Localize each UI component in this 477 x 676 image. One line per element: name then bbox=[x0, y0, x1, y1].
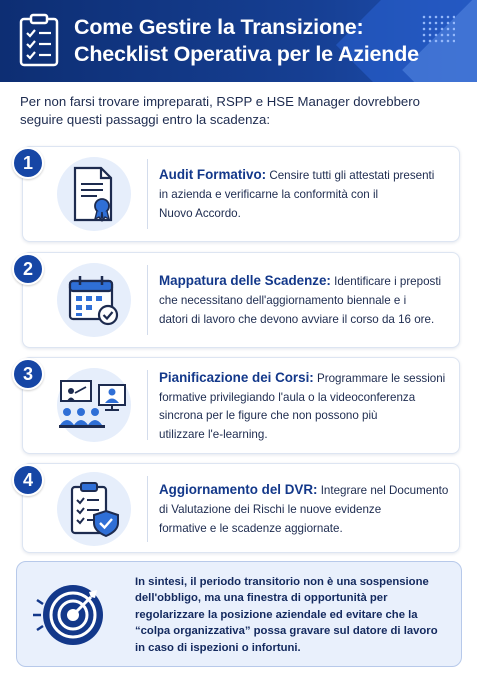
clipboard-checklist-icon bbox=[18, 13, 60, 67]
step-label: Audit Formativo: bbox=[159, 167, 267, 182]
step-line: datori di lavoro che devono avviare il corso da 16 ore. bbox=[159, 313, 435, 326]
icon-circle bbox=[57, 472, 131, 546]
step-line: formative privilegiando l'aula o la videoconferenza bbox=[159, 390, 416, 404]
clipboard-shield-icon bbox=[68, 481, 120, 537]
step-card-corsi bbox=[22, 357, 460, 454]
step-label: Pianificazione dei Corsi: bbox=[159, 370, 314, 385]
icon-circle bbox=[57, 157, 131, 231]
step-line: sincrona per le figure che non possono più bbox=[159, 409, 378, 422]
step-line: formative e le scadenze aggiornate. bbox=[159, 522, 343, 535]
step-line-text: Identificare i preposti bbox=[334, 275, 442, 288]
step-card-audit bbox=[22, 146, 460, 242]
step-label: Mappatura delle Scadenze: bbox=[159, 273, 331, 288]
card-divider bbox=[147, 476, 148, 542]
summary-line: dell'obbligo, ma una finestra di opportunità per bbox=[135, 592, 388, 605]
title-line: Checklist Operativa per le Aziende bbox=[74, 42, 419, 66]
step-line-text: Censire tutti gli attestati presenti bbox=[269, 169, 435, 182]
step-text bbox=[159, 369, 455, 444]
intro-text bbox=[20, 93, 460, 129]
step-line: utilizzare l'e-learning. bbox=[159, 427, 268, 441]
summary-line: regolarizzare la posizione aziendale ed evitare che la bbox=[135, 608, 418, 621]
summary-line: In sintesi, il periodo transitorio non è una sospensione bbox=[135, 576, 429, 588]
card-divider bbox=[147, 370, 148, 440]
step-text bbox=[159, 480, 455, 538]
target-arrow-icon bbox=[31, 576, 109, 654]
header-banner bbox=[0, 0, 477, 82]
step-line-text: Programmare le sessioni bbox=[317, 372, 446, 385]
summary-box bbox=[16, 561, 462, 667]
intro-line: Per non farsi trovare impreparati, RSPP e HSE Manager dovrebbero bbox=[20, 94, 420, 109]
classroom-videoconference-icon bbox=[59, 379, 129, 431]
step-text bbox=[159, 165, 455, 223]
summary-line: in caso di ispezioni o infortuni. bbox=[135, 641, 301, 654]
step-label: Aggiornamento del DVR: bbox=[159, 482, 318, 497]
step-line bbox=[159, 165, 455, 185]
step-number-badge: 3 bbox=[12, 358, 44, 390]
step-number-badge: 4 bbox=[12, 464, 44, 496]
page-title bbox=[74, 14, 434, 68]
step-line: che necessitano dell'aggiornamento biennale e i bbox=[159, 294, 407, 307]
step-text bbox=[159, 271, 455, 329]
step-line-text: Integrare nel Documento bbox=[320, 484, 449, 497]
step-line: Nuovo Accordo. bbox=[159, 207, 241, 220]
step-line bbox=[159, 369, 455, 389]
calendar-check-icon bbox=[66, 273, 122, 327]
step-number-badge: 1 bbox=[12, 147, 44, 179]
icon-circle bbox=[57, 263, 131, 337]
step-card-dvr bbox=[22, 463, 460, 553]
step-line bbox=[159, 480, 455, 500]
certificate-document-icon bbox=[69, 166, 119, 222]
card-divider bbox=[147, 159, 148, 229]
card-divider bbox=[147, 265, 148, 335]
step-card-scadenze bbox=[22, 252, 460, 348]
summary-text bbox=[135, 574, 451, 656]
icon-circle bbox=[57, 368, 131, 442]
intro-line: seguire questi passaggi entro la scadenza: bbox=[20, 112, 270, 127]
step-line bbox=[159, 271, 455, 291]
step-number-badge: 2 bbox=[12, 253, 44, 285]
summary-line: “colpa organizzativa” possa gravare sul datore di lavoro bbox=[135, 625, 438, 638]
title-line: Come Gestire la Transizione: bbox=[74, 15, 364, 39]
step-line: di Valutazione dei Rischi le nuove evidenze bbox=[159, 503, 382, 516]
step-line: in azienda e verificarne la conformità con il bbox=[159, 188, 379, 201]
